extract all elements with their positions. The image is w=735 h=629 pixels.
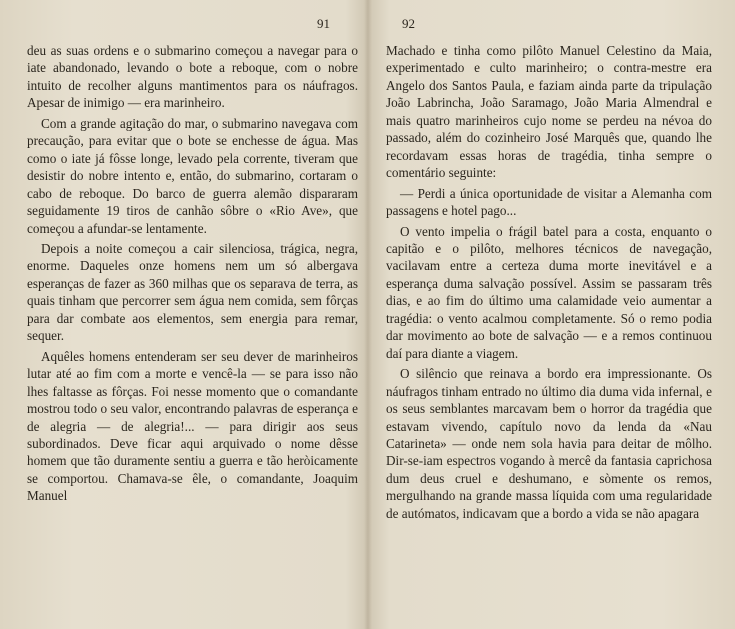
page-number-left: 91 xyxy=(317,16,330,31)
paragraph: — Perdi a única oportunidade de visitar a Alemanha com passagens e hotel pago... xyxy=(386,185,712,219)
right-page xyxy=(386,14,712,624)
paragraph: O vento impelia o frágil batel para a costa, enquanto o capitão e o pilôto, melhores técnicos de navegação, vacilavam entre a certeza duma morte inevitável e a esperança duma salvação possível. Assim se passaram três dias, e ao fim do último uma calamidade veio aumentar a tragédia: o vento acalmou completamente. Só o remo podia dar movimento ao bote de salvação — e a remos continuou daí para diante a viagem. xyxy=(386,223,712,361)
right-page-text xyxy=(386,42,712,522)
left-page-text xyxy=(27,42,358,505)
paragraph: Aquêles homens entenderam ser seu dever de marinheiros lutar até ao fim com a morte e vencê-la — se para isso não lhes faltasse as fôrças. Foi nesse momento que o comandante mostrou todo o seu valor, encontrando palavras de esperança e de alegria — de alegria!... — para dirigir aos seus subordinados. Deve ficar aqui arquivado o nome dêsse homem que tão duramente sentiu a guerra e tão heròicamente se comportou. Chamava-se êle, o comandante, Joaquim Manuel xyxy=(27,348,358,504)
left-page xyxy=(27,14,358,624)
paragraph: deu as suas ordens e o submarino começou a navegar para o iate abandonado, levando o bote a reboque, com o nobre intuito de recolher alguns mantimentos para os náufragos. Apesar de inimigo — era marinheiro. xyxy=(27,43,358,111)
paragraph: O silêncio que reinava a bordo era impressionante. Os náufragos tinham entrado no último dia duma vida infernal, e os seus semblantes marcavam bem o horror da tragédia que estavam vivendo, capítulo novo da lenda da «Nau Catarineta» — onde nem sola havia para deitar de môlho. Dir-se-iam espectros vogando à mercê da fantasia caprichosa dum deus cruel e deshumano, e sòmente os remos, mergulhando na grande massa líquida com uma regularidade de autómatos, indicavam que a bordo a vida se não apagara xyxy=(386,366,712,521)
page-number-right: 92 xyxy=(402,16,415,31)
paragraph: Machado e tinha como pilôto Manuel Celestino da Maia, experimentado e culto marinheiro; o contra-mestre era Angelo dos Santos Paula, e faziam ainda parte da tripulação João Labrincha, João Saramago, João Maria Almendral e mais quatro marinheiros cujo nome se perdeu na névoa do passado, além do cozinheiro José Marquês que, quando lhe recordavam essas horas de tragédia, tinha sempre o comentário seguinte: xyxy=(386,43,712,181)
book-gutter xyxy=(364,0,372,629)
paragraph: Depois a noite começou a cair silenciosa, trágica, negra, enorme. Daqueles onze homens nem um só albergava esperanças de fazer as 360 milhas que os separava de terra, as quais tinham que percorrer sem água nem comida, sem fôrças para dar combate aos elementos, sem energia para remar, sequer. xyxy=(27,240,358,344)
paragraph: Com a grande agitação do mar, o submarino navegava com precaução, para evitar que o bote se enchesse de água. Mas como o iate já fôsse longe, levado pela corrente, tiveram que desistir do nobre intento e, então, do submarino, cortaram o cabo de reboque. Do barco de guerra alemão dispararam seguidamente 19 tiros de canhão sôbre o «Rio Ave», que começou a afundar-se lentamente. xyxy=(27,115,358,236)
